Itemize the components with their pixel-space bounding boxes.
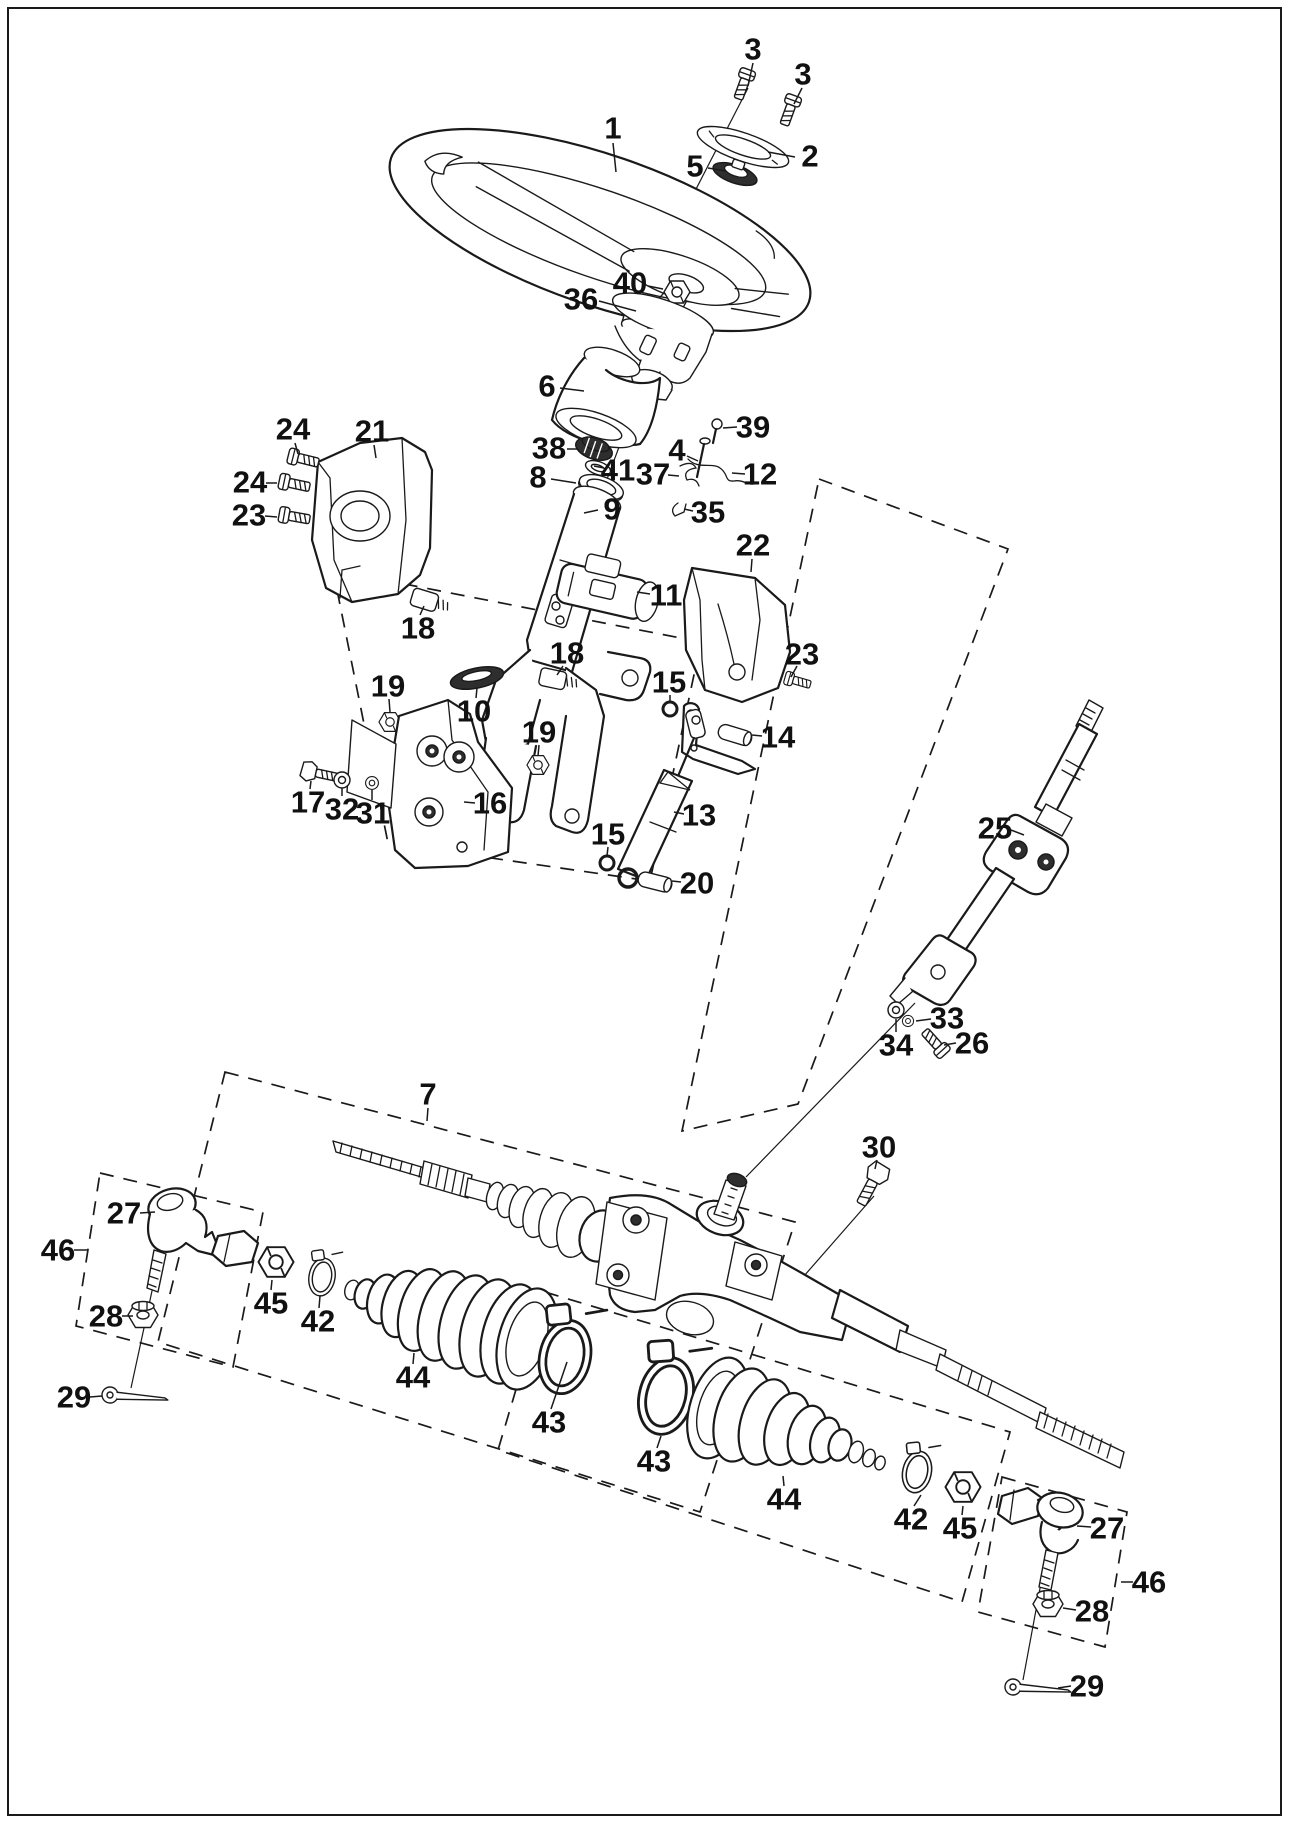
callout-24-19: 24 [232, 464, 268, 500]
callout-35-16: 35 [690, 494, 726, 530]
screw-24-b [278, 473, 312, 495]
callout-29-59: 29 [1069, 1668, 1105, 1704]
callout-28-58: 28 [1074, 1593, 1110, 1629]
callout-42-48: 42 [300, 1303, 336, 1339]
nut-40 [664, 281, 690, 303]
callout-1-2: 1 [604, 110, 622, 146]
callout-21-18: 21 [354, 413, 390, 449]
callout-19-29: 19 [521, 714, 557, 750]
callout-15-37: 15 [590, 816, 626, 852]
leader-line-33-39 [916, 1019, 931, 1021]
washer-34 [888, 1002, 904, 1018]
leader-line-8-14 [551, 479, 576, 483]
bolt-17 [299, 760, 339, 787]
callout-2-3: 2 [801, 138, 819, 174]
callout-45-47: 45 [253, 1285, 289, 1321]
callout-8-14: 8 [529, 459, 547, 495]
callout-16-34: 16 [472, 785, 508, 821]
callout-46-45: 46 [40, 1232, 76, 1268]
clamp-42-left [304, 1247, 343, 1299]
callout-37-12: 37 [635, 456, 671, 492]
nut-45-left [258, 1247, 293, 1277]
alignment-line-5 [797, 1196, 874, 1284]
callout-4-10: 4 [668, 432, 686, 468]
callout-7-42: 7 [419, 1076, 437, 1112]
callout-29-49: 29 [56, 1379, 92, 1415]
callout-22-21: 22 [735, 527, 771, 563]
callout-34-40: 34 [878, 1027, 914, 1063]
callout-18-23: 18 [400, 610, 436, 646]
callout-42-54: 42 [893, 1501, 929, 1537]
callout-24-17: 24 [275, 411, 311, 447]
nut-19-b [527, 756, 549, 775]
callout-20-38: 20 [679, 865, 715, 901]
screw-23-a [278, 506, 311, 527]
pin-14 [717, 723, 754, 747]
callout-46-57: 46 [1131, 1564, 1167, 1600]
intermediate-shaft-25 [890, 700, 1103, 1005]
callout-27-56: 27 [1089, 1510, 1125, 1546]
bellows-44-right [676, 1350, 887, 1471]
washer-32 [334, 772, 350, 788]
cotter-pin-29-left [102, 1387, 169, 1405]
callout-9-15: 9 [603, 491, 621, 527]
callout-10-28: 10 [456, 693, 492, 729]
o-ring-15-b [600, 856, 614, 870]
leader-line-29-49 [90, 1396, 102, 1397]
callout-41-11: 41 [600, 452, 636, 488]
callout-17-31: 17 [290, 784, 326, 820]
castle-nut-28-right [1033, 1591, 1063, 1617]
screw-23-b [783, 671, 812, 691]
callout-23-20: 23 [231, 497, 267, 533]
callout-43-52: 43 [636, 1443, 672, 1479]
callout-43-51: 43 [531, 1404, 567, 1440]
screw-39 [712, 419, 722, 443]
o-ring-15-a [663, 702, 677, 716]
callout-36-6: 36 [563, 281, 599, 317]
callout-40-5: 40 [612, 265, 648, 301]
callout-13-35: 13 [681, 797, 717, 833]
leader-line-23-20 [265, 516, 277, 517]
callout-44-50: 44 [395, 1359, 431, 1395]
washer-33 [902, 1015, 913, 1026]
pin-4 [697, 438, 710, 477]
callout-26-41: 26 [954, 1025, 990, 1061]
nut-45-right [945, 1472, 980, 1502]
callout-18-24: 18 [549, 635, 585, 671]
callout-23-25: 23 [784, 636, 820, 672]
callout-25-36: 25 [977, 810, 1013, 846]
callout-27-44: 27 [106, 1195, 142, 1231]
callout-38-8: 38 [531, 430, 567, 466]
callout-11-22: 11 [649, 577, 683, 613]
callout-6-7: 6 [538, 368, 556, 404]
tie-rod-end-left [144, 1183, 258, 1292]
callout-28-46: 28 [88, 1298, 124, 1334]
castle-nut-28-left [128, 1302, 158, 1328]
callout-33-39: 33 [929, 1000, 965, 1036]
bellows-44-left [343, 1264, 569, 1397]
leader-line-27-44 [140, 1212, 155, 1213]
tie-rod-end-right [998, 1488, 1087, 1590]
callout-15-26: 15 [651, 664, 687, 700]
callout-45-55: 45 [942, 1510, 978, 1546]
screw-24-a [286, 448, 320, 471]
callout-12-13: 12 [742, 456, 778, 492]
callout-3-0: 3 [744, 31, 762, 67]
steering-wheel [367, 87, 834, 373]
callout-39-9: 39 [735, 409, 771, 445]
washer-31 [366, 777, 379, 790]
callout-14-30: 14 [760, 719, 796, 755]
callout-44-53: 44 [766, 1481, 802, 1517]
callout-5-4: 5 [686, 148, 704, 184]
callout-31-33: 31 [355, 795, 391, 831]
bolt-30 [851, 1159, 892, 1210]
callout-3-1: 3 [794, 56, 812, 92]
callout-32-32: 32 [324, 791, 360, 827]
clamp-42-right [897, 1438, 941, 1496]
bolt-3-a [731, 67, 757, 102]
upper-cover-21 [312, 438, 432, 602]
alignment-lines [131, 88, 1046, 1680]
callout-19-27: 19 [370, 668, 406, 704]
bolt-3-b [777, 93, 803, 128]
callout-30-43: 30 [861, 1129, 897, 1165]
pin-20 [637, 871, 674, 894]
lower-cover-22 [684, 568, 790, 702]
